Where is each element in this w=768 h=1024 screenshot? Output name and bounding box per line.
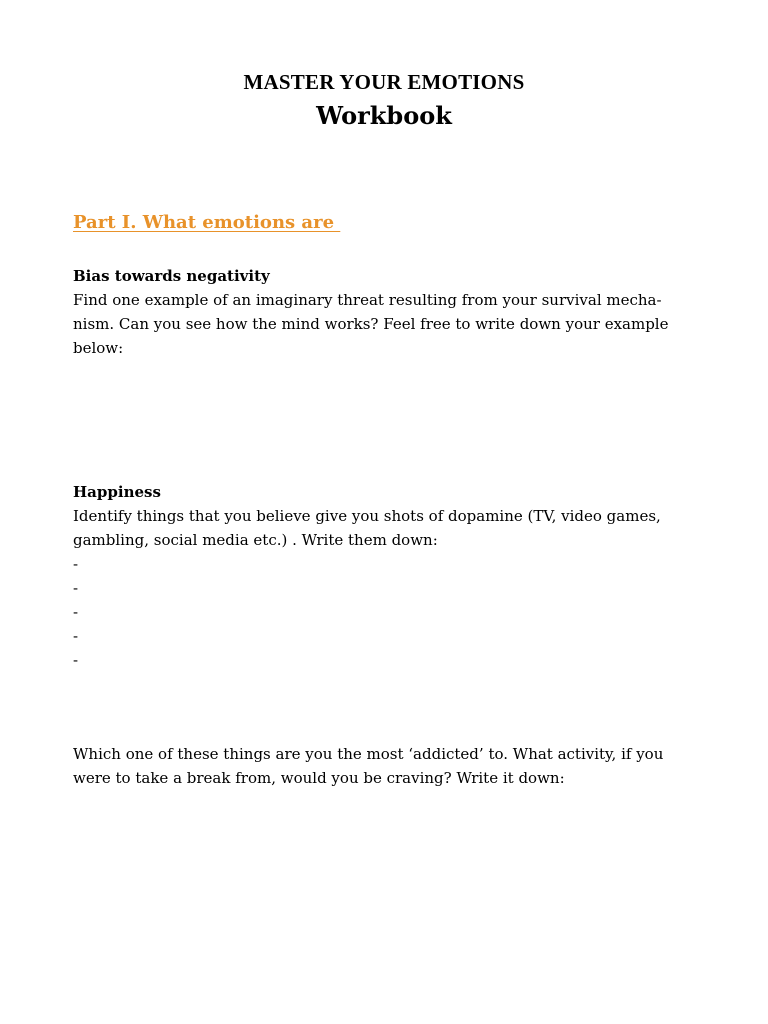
section-heading: Bias towards negativity [73, 267, 270, 285]
section-text-line: Find one example of an imaginary threat resulting from your survival mecha- [73, 291, 662, 309]
section-addiction-question [73, 742, 683, 790]
dash-item: - [73, 555, 79, 573]
dash-item: - [73, 579, 79, 597]
section-text-line: Which one of these things are you the most ‘addicted’ to. What activity, if you [73, 745, 664, 763]
document-title: MASTER YOUR EMOTIONS [243, 70, 525, 94]
dash-item: - [73, 627, 79, 645]
section-text-line: were to take a break from, would you be craving? Write it down: [73, 769, 565, 787]
section-text-line: nism. Can you see how the mind works? Feel free to write down your example [73, 315, 669, 333]
section-happiness [73, 480, 683, 672]
document-subtitle: Workbook [316, 101, 452, 130]
section-text-line: below: [73, 339, 124, 357]
part-heading: Part I. What emotions are [73, 212, 341, 233]
section-heading: Happiness [73, 483, 161, 501]
dash-item: - [73, 603, 79, 621]
section-text-line: gambling, social media etc.) . Write them down: [73, 531, 438, 549]
dash-item: - [73, 651, 79, 669]
section-bias-towards-negativity [73, 264, 683, 360]
section-text-line: Identify things that you believe give you shots of dopamine (TV, video games, [73, 507, 661, 525]
answer-dash-list [73, 552, 683, 672]
